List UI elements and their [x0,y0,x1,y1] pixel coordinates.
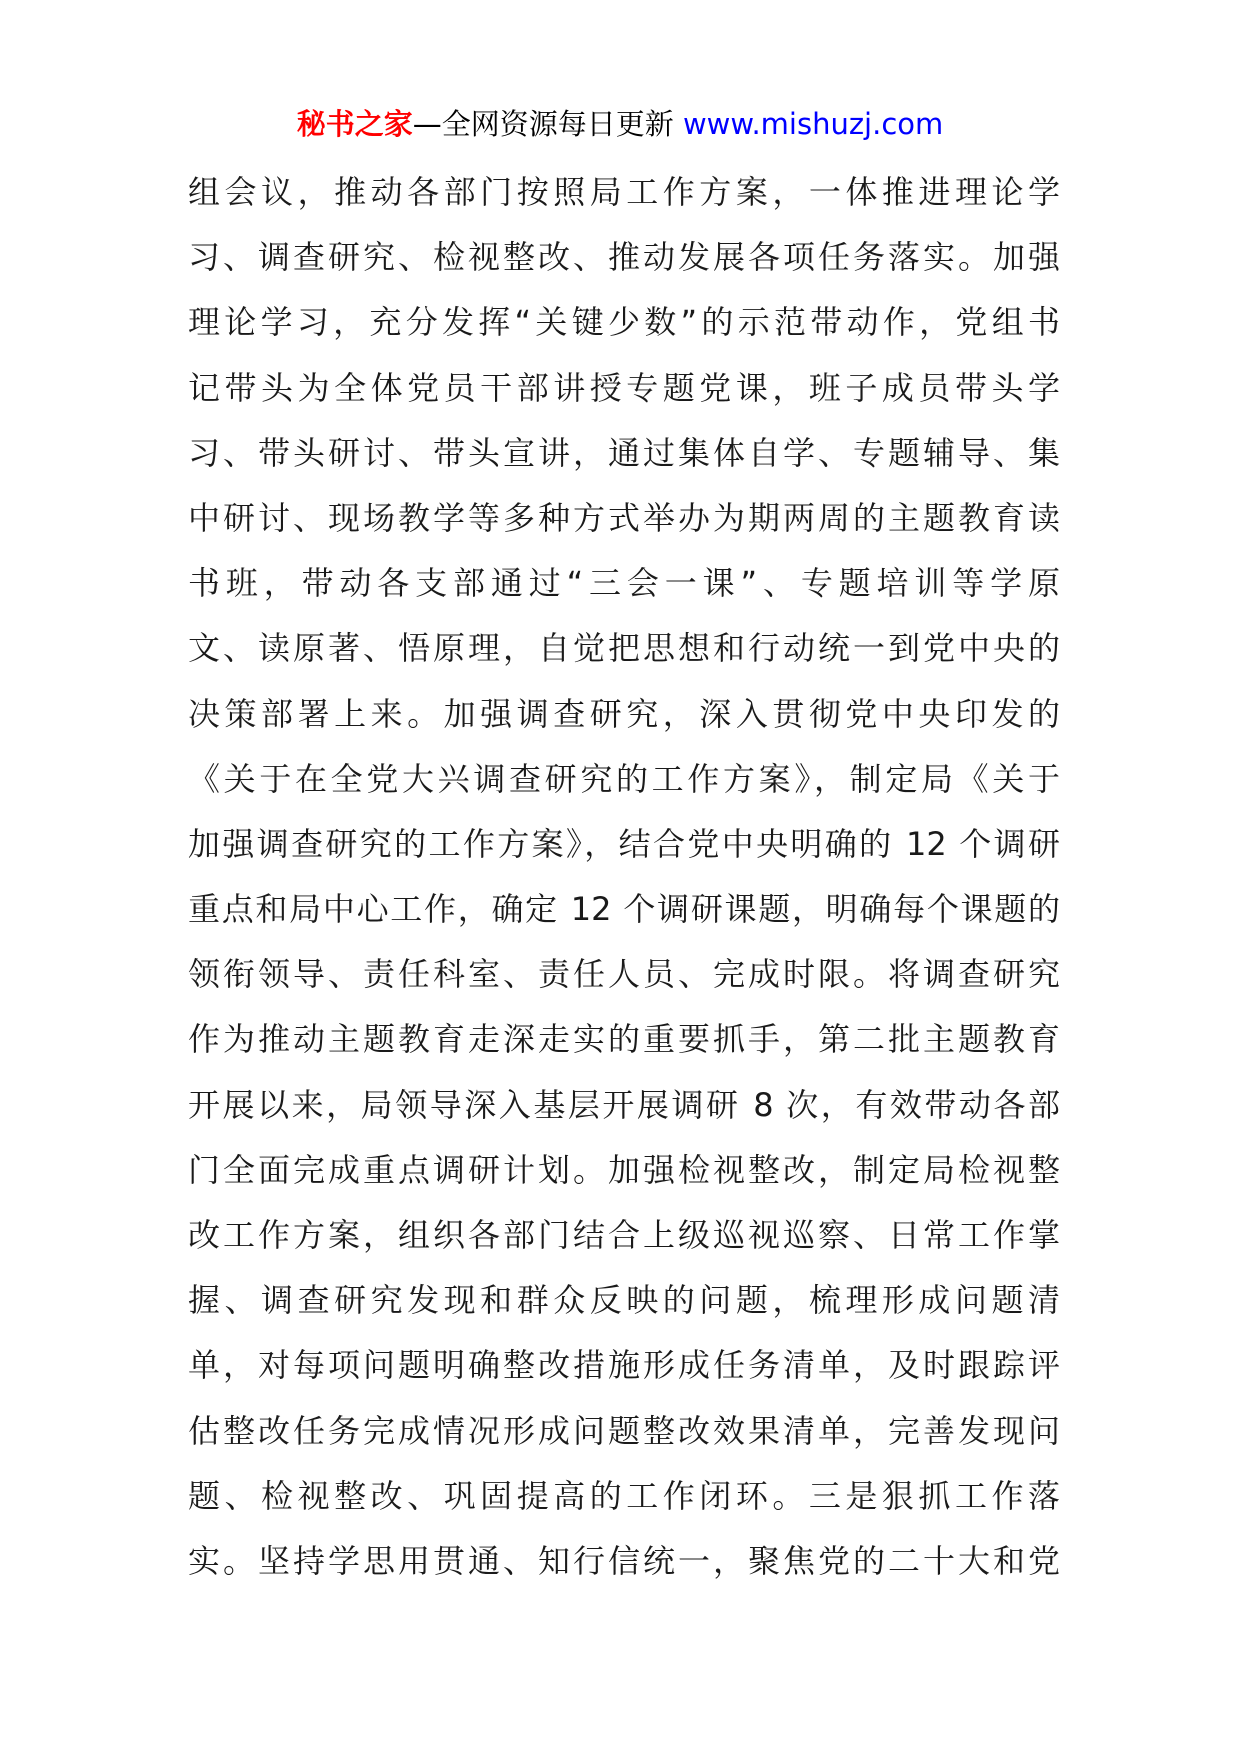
brand-name: 秘书之家 [296,107,413,141]
text-line: 决策部署上来。加强调查研究，深入贯彻党中央印发的 [188,694,1060,733]
text-line: 文、读原著、悟原理，自觉把思想和行动统一到党中央的 [188,629,1060,668]
text-line: 组会议，推动各部门按照局工作方案，一体推进理论学 [188,173,1060,211]
text-line: 作为推动主题教育走深走实的重要抓手，第二批主题教育 [188,1020,1060,1059]
text-line: 理论学习，充分发挥“关键少数”的示范带动作，党组书 [188,303,1060,342]
text-line: 书班，带动各支部通过“三会一课”、专题培训等学原 [188,564,1060,603]
text-line: 加强调查研究的工作方案》，结合党中央明确的 12 个调研 [188,824,1060,863]
text-line: 实。坚持学思用贯通、知行信统一，聚焦党的二十大和党 [188,1541,1060,1580]
header-tagline: —全网资源每日更新 [412,107,674,141]
text-line: 门全面完成重点调研计划。加强检视整改，制定局检视整 [188,1150,1060,1189]
text-line: 习、调查研究、检视整改、推动发展各项任务落实。加强 [188,238,1060,277]
text-line: 估整改任务完成情况形成问题整改效果清单，完善发现问 [188,1411,1060,1450]
site-url-link[interactable]: www.mishuzj.com [682,107,944,141]
text-line: 习、带头研讨、带头宣讲，通过集体自学、专题辅导、集 [188,433,1060,472]
text-line: 《关于在全党大兴调查研究的工作方案》，制定局《关于 [188,759,1060,798]
text-line: 领衔领导、责任科室、责任人员、完成时限。将调查研究 [188,955,1060,994]
text-line: 握、调查研究发现和群众反映的问题，梳理形成问题清 [188,1281,1060,1320]
body-text [188,160,1060,1594]
text-line: 中研讨、现场教学等多种方式举办为期两周的主题教育读 [188,498,1060,537]
page-header [0,104,1240,144]
text-line: 记带头为全体党员干部讲授专题党课，班子成员带头学 [188,368,1060,407]
text-line: 开展以来，局领导深入基层开展调研 8 次，有效带动各部 [188,1085,1060,1124]
text-line: 改工作方案，组织各部门结合上级巡视巡察、日常工作掌 [188,1216,1060,1254]
text-line: 单，对每项问题明确整改措施形成任务清单，及时跟踪评 [188,1346,1060,1385]
text-line: 重点和局中心工作，确定 12 个调研课题，明确每个课题的 [188,890,1060,929]
text-line: 题、检视整改、巩固提高的工作闭环。三是狠抓工作落 [188,1476,1060,1515]
